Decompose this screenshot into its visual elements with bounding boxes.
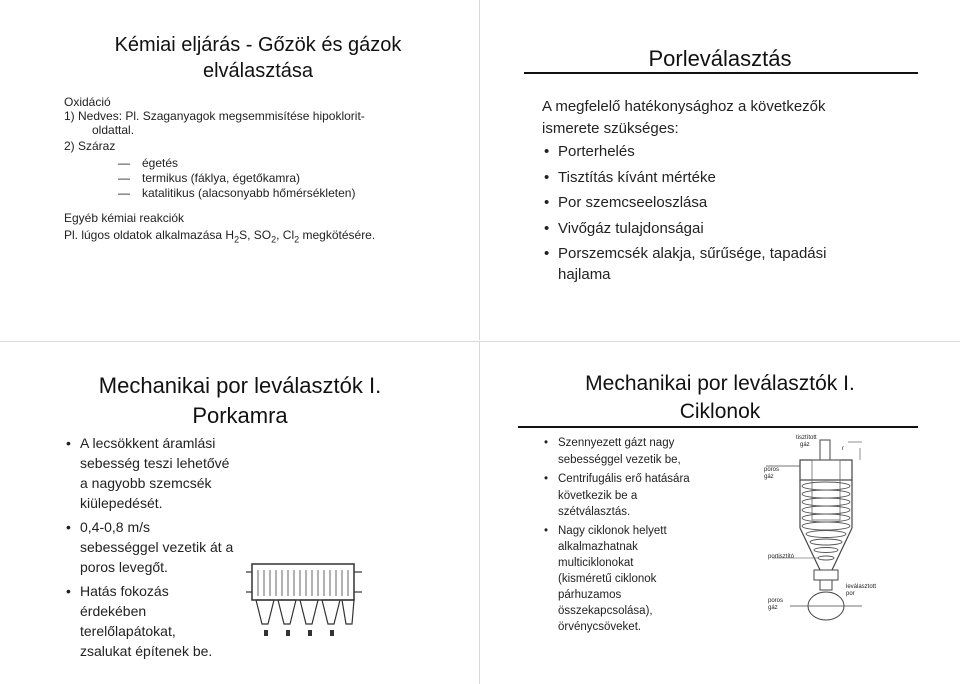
text-line: összekapcsolása), — [558, 605, 653, 617]
text-alkaline: Pl. lúgos oldatok alkalmazása $H_2S$, $SO_2$, $Cl_2$ megkötésére. — [64, 228, 376, 245]
dash-icon: — — [118, 186, 130, 200]
bullet-item: • Porszemcsék alakja, sűrűsége, tapadási — [544, 245, 827, 262]
label-separated-dust-2: por — [846, 591, 855, 597]
bullet-icon: • — [544, 194, 550, 211]
slide-1-title-line1: Kémiai eljárás - Gőzök és gázok — [114, 34, 402, 56]
slide-4-title-line1: Mechanikai por leválasztók I. — [585, 372, 855, 395]
text-line: sebesség teszi lehetővé — [80, 455, 230, 471]
text-line: kiülepedését. — [80, 495, 163, 511]
bullet-icon: • — [66, 519, 71, 535]
text-catalytic: katalitikus (alacsonyabb hőmérsékleten) — [142, 186, 356, 200]
label-clean-gas: tisztított — [796, 435, 817, 441]
text-line: örvénycsöveket. — [558, 621, 642, 633]
text-line: alkalmazhatnak — [558, 541, 638, 553]
text-wet: 1) Nedves: Pl. Szaganyagok megsemmisítése hipoklorit- — [64, 109, 365, 123]
slide-1 — [0, 0, 479, 340]
label-dusty-gas-bottom: poros — [768, 598, 784, 604]
bullet-item: • Centrifugális erő hatására — [544, 473, 690, 485]
slide-3-title-line1: Mechanikai por leválasztók I. — [98, 373, 382, 398]
dust-chamber-diagram — [244, 562, 374, 640]
label-clean-gas-2: gáz — [800, 442, 810, 448]
dash-icon: — — [118, 171, 130, 185]
text-line: szétválasztás. — [558, 506, 631, 518]
text-line: következik be a — [558, 490, 638, 502]
text-line: párhuzamos — [558, 589, 622, 601]
text-line: érdekében — [80, 603, 147, 619]
text-other-reactions: Egyéb kémiai reakciók — [64, 211, 185, 225]
intro-line-2: ismerete szükséges: — [542, 120, 679, 137]
bullet-item: • Szennyezett gázt nagy — [544, 437, 675, 449]
intro-line-1: A megfelelő hatékonysághoz a következők — [542, 98, 826, 115]
label-separated-dust: leválasztott — [846, 584, 877, 590]
text-line: poros levegőt. — [80, 559, 168, 575]
bullet-icon: • — [544, 220, 550, 237]
bullet-icon: • — [544, 245, 550, 262]
bullet-icon: • — [544, 143, 550, 160]
slide-1-title-line2: elválasztása — [202, 60, 314, 82]
bullet-icon: • — [66, 435, 71, 451]
bullet-item: • Nagy ciklonok helyett — [544, 525, 667, 537]
bullet-item: • Hatás fokozás — [66, 583, 169, 599]
slide-3 — [0, 342, 479, 684]
label-dusty-gas-2: gáz — [764, 474, 774, 480]
slide-2 — [480, 0, 960, 340]
bullet-item: • Tisztítás kívánt mértéke — [544, 169, 716, 186]
bullet-icon: • — [544, 437, 549, 449]
text-dry: 2) Száraz — [64, 139, 116, 153]
text-line: sebességgel vezetik be, — [558, 454, 681, 466]
text-line: (kisméretű ciklonok — [558, 573, 657, 585]
slide-4 — [480, 342, 960, 684]
bullet-item: • A lecsökkent áramlási — [66, 435, 216, 451]
label-dusty-gas-bottom-2: gáz — [768, 605, 778, 611]
bullet-icon: • — [544, 525, 549, 537]
slide-3-title-line2: Porkamra — [192, 403, 288, 428]
slide-2-title: Porleválasztás — [648, 46, 792, 71]
bullet-item: • Vivőgáz tulajdonságai — [544, 220, 704, 237]
text-line: a nagyobb szemcsék — [80, 475, 212, 491]
bullet-item-cont: hajlama — [558, 266, 611, 283]
slide-4-title-line2: Ciklonok — [679, 400, 761, 423]
title-underline — [524, 72, 918, 74]
bullet-icon: • — [544, 169, 550, 186]
text-oxidation: Oxidáció — [64, 95, 111, 109]
label-dust-collector: portisztító — [768, 554, 795, 560]
bullet-icon: • — [66, 583, 71, 599]
dash-icon: — — [118, 156, 130, 170]
title-underline — [518, 426, 918, 428]
text-line: sebességgel vezetik át a — [80, 539, 234, 555]
text-line: zsalukat építenek be. — [80, 643, 213, 659]
text-wet-cont: oldattal. — [92, 123, 135, 137]
bullet-icon: • — [544, 473, 549, 485]
text-burning: égetés — [142, 156, 179, 170]
bullet-item: • Porterhelés — [544, 143, 635, 160]
text-line: multiciklonokat — [558, 557, 634, 569]
text-thermal: termikus (fáklya, égetőkamra) — [142, 171, 301, 185]
label-dusty-gas: poros — [764, 467, 780, 473]
text-line: terelőlapátokat, — [80, 623, 176, 639]
bullet-item: • Por szemcseeloszlása — [544, 194, 708, 211]
bullet-item: • 0,4-0,8 m/s — [66, 519, 151, 535]
label-radius: r — [842, 446, 844, 452]
